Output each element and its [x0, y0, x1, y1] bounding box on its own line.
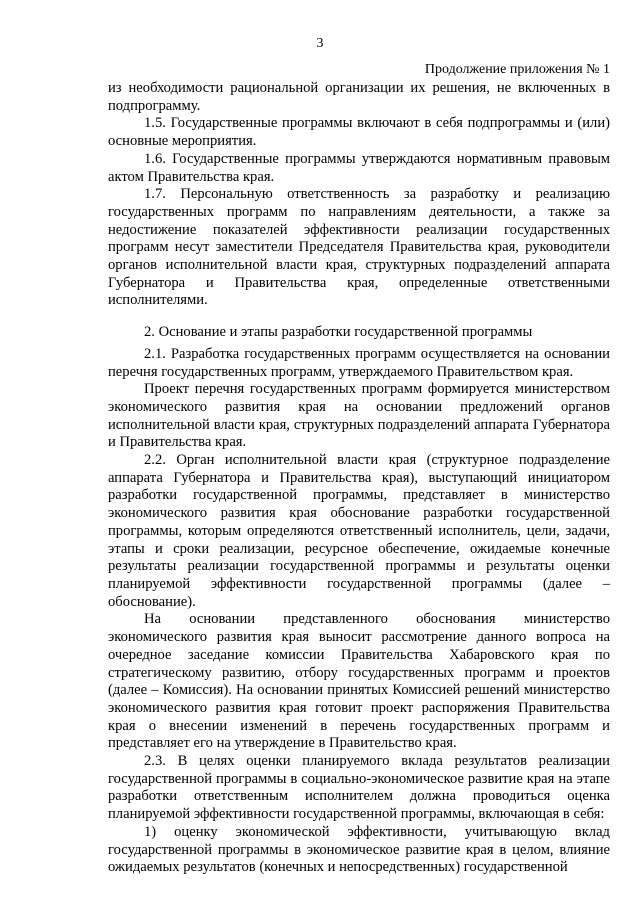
- paragraph: 2.1. Разработка государственных программ осуществляется на основании перечня государственных программ, утверждаемого Правительством края.: [108, 345, 610, 380]
- paragraph: На основании представленного обоснования министерство экономического развития края выносит рассмотрение данного вопроса на очередное заседание комиссии Правительства Хабаровского края по стратегическому развитию, отбору государственных программ и проектов (далее – Комиссия). На основании принятых Комиссией решений министерство экономического развития края готовит проект распоряжения Правительства края о внесении изменений в перечень государственных программ и представляет его на утверждение в Правительство края.: [108, 611, 610, 752]
- paragraph: 2.3. В целях оценки планируемого вклада результатов реализации государственной программы в социально-экономическое развитие края на этапе разработки ответственным исполнителем должна проводиться оценка планируемой эффективности государственной программы, включающая в себя:: [108, 753, 610, 823]
- paragraph: 1) оценку экономической эффективности, учитывающую вклад государственной программы в экономическое развитие края в целом, влияние ожидаемых результатов (конечных и непосредственных) государственной: [108, 823, 610, 876]
- appendix-continuation-note: Продолжение приложения № 1: [424, 62, 610, 77]
- section-heading: 2. Основание и этапы разработки государственной программы: [144, 324, 533, 341]
- page-number: 3: [316, 36, 324, 51]
- paragraph: 1.7. Персональную ответственность за разработку и реализацию государственных программ по направлениям деятельности, а также за недостижение показателей эффективности реализации государственных программ несут заместители Председателя Правительства края, руководители органов исполнительной власти края, структурных подразделений аппарата Губернатора и Правительства края, определенные ответственными исполнителями.: [108, 186, 610, 309]
- paragraph: 2.2. Орган исполнительной власти края (структурное подразделение аппарата Губернатора и Правительства края), выступающий инициатором разработки государственной программы, представляет в министерство экономического развития края обоснование разработки государственной программы, которым определяются ответственный исполнитель, цели, задачи, этапы и сроки реализации, ресурсное обеспечение, ожидаемые конечные результаты реализации государственной программы и результаты оценки планируемой эффективности государственной программы (далее – обоснование).: [108, 452, 610, 610]
- paragraph: Проект перечня государственных программ формируется министерством экономического развития края на основании предложений органов исполнительной власти края, структурных подразделений аппарата Губернатора и Правительства края.: [108, 381, 610, 451]
- paragraph: 1.5. Государственные программы включают в себя подпрограммы и (или) основные мероприятия.: [108, 115, 610, 150]
- paragraph: из необходимости рациональной организации их решения, не включенных в подпрограмму.: [108, 80, 610, 114]
- document-body: [108, 80, 610, 877]
- paragraph: 1.6. Государственные программы утверждаются нормативным правовым актом Правительства края.: [108, 150, 610, 185]
